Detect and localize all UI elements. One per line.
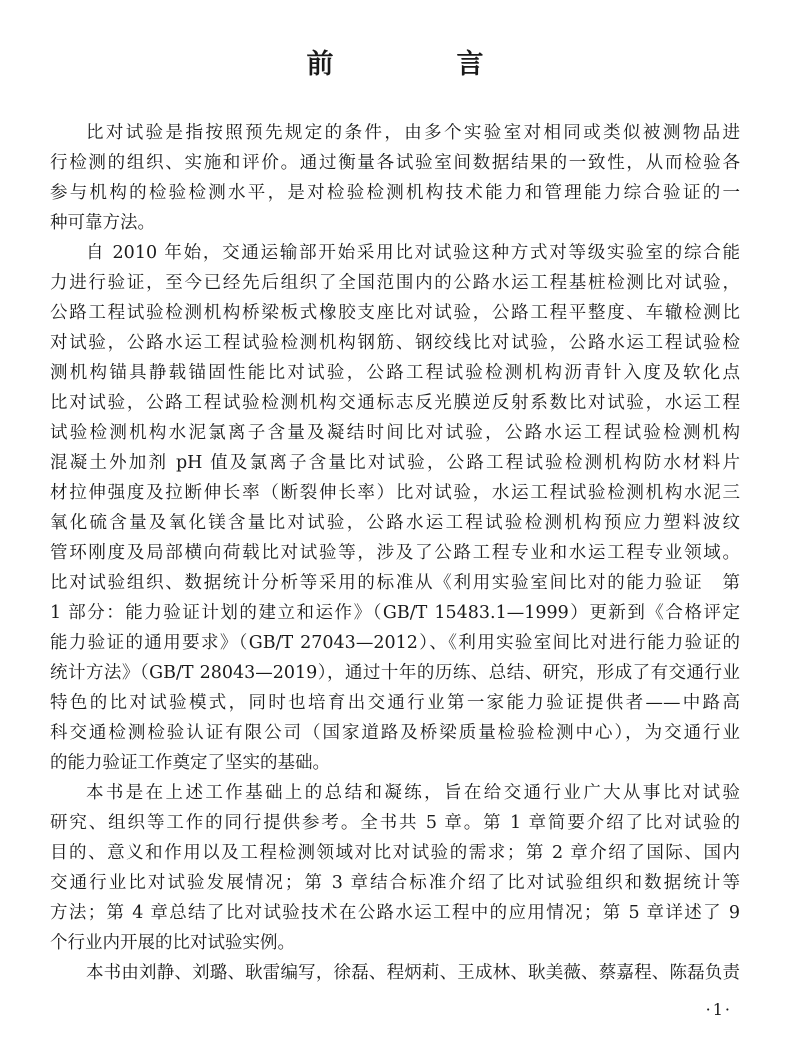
text-line: 本书由刘静、刘璐、耿雷编写，徐磊、程炳莉、王成林、耿美薇、蔡嘉程、陈磊负责	[86, 963, 740, 983]
text-line: 材拉伸强度及拉断伸长率（断裂伸长率）比对试验，水运工程试验检测机构水泥三	[50, 483, 740, 503]
text-line: 交通行业比对试验发展情况；第 3 章结合标准介绍了比对试验组织和数据统计等	[50, 873, 740, 893]
text-line: 参与机构的检验检测水平，是对检验检测机构技术能力和管理能力综合验证的一	[50, 183, 740, 203]
text-line: 统计方法》（GB/T 28043—2019），通过十年的历练、总结、研究，形成了有交通行业	[50, 663, 740, 683]
text-line: 试验检测机构水泥氯离子含量及凝结时间比对试验，公路水运工程试验检测机构	[50, 423, 740, 443]
text-line: 的能力验证工作奠定了坚实的基础。	[50, 753, 330, 773]
text-line: 管环刚度及局部横向荷载比对试验等，涉及了公路工程专业和水运工程专业领域。	[50, 543, 740, 563]
text-line: 对试验，公路水运工程试验检测机构钢筋、钢绞线比对试验，公路水运工程试验检	[50, 333, 740, 353]
text-line: 行检测的组织、实施和评价。通过衡量各试验室间数据结果的一致性，从而检验各	[50, 153, 740, 173]
text-line: 1 部分：能力验证计划的建立和运作》（GB/T 15483.1—1999）更新到《合格评定	[50, 603, 740, 623]
text-line: 目的、意义和作用以及工程检测领域对比对试验的需求；第 2 章介绍了国际、国内	[50, 843, 740, 863]
text-line: 科交通检测检验认证有限公司（国家道路及桥梁质量检验检测中心），为交通行业	[50, 723, 740, 743]
text-line: 研究、组织等工作的同行提供参考。全书共 5 章。第 1 章简要介绍了比对试验的	[50, 813, 740, 833]
text-line: 本书是在上述工作基础上的总结和凝练，旨在给交通行业广大从事比对试验	[86, 783, 740, 803]
text-line: 公路工程试验检测机构桥梁板式橡胶支座比对试验，公路工程平整度、车辙检测比	[50, 303, 740, 323]
text-line: 比对试验，公路工程试验检测机构交通标志反光膜逆反射系数比对试验，水运工程	[50, 393, 740, 413]
text-line: 氧化硫含量及氧化镁含量比对试验，公路水运工程试验检测机构预应力塑料波纹	[50, 513, 740, 533]
text-line: 混凝土外加剂 pH 值及氯离子含量比对试验，公路工程试验检测机构防水材料片	[50, 453, 740, 473]
page-number: ·1·	[705, 1000, 732, 1019]
preface-body	[50, 118, 740, 988]
page-title: 前 言	[306, 49, 532, 80]
text-line: 测机构锚具静载锚固性能比对试验，公路工程试验检测机构沥青针入度及软化点	[50, 363, 740, 383]
text-line: 能力验证的通用要求》（GB/T 27043—2012）、《利用实验室间比对进行能力验证的	[50, 633, 740, 653]
text-line: 特色的比对试验模式，同时也培育出交通行业第一家能力验证提供者——中路高	[50, 693, 740, 713]
text-line: 方法；第 4 章总结了比对试验技术在公路水运工程中的应用情况；第 5 章详述了 9	[50, 903, 740, 923]
text-line: 力进行验证，至今已经先后组织了全国范围内的公路水运工程基桩检测比对试验，	[50, 273, 740, 293]
text-line: 比对试验是指按照预先规定的条件，由多个实验室对相同或类似被测物品进	[86, 123, 740, 143]
text-line: 个行业内开展的比对试验实例。	[50, 933, 295, 953]
text-line: 自 2010 年始，交通运输部开始采用比对试验这种方式对等级实验室的综合能	[86, 243, 740, 263]
text-line: 种可靠方法。	[50, 213, 155, 233]
text-line: 比对试验组织、数据统计分析等采用的标准从《利用实验室间比对的能力验证 第	[50, 573, 740, 593]
